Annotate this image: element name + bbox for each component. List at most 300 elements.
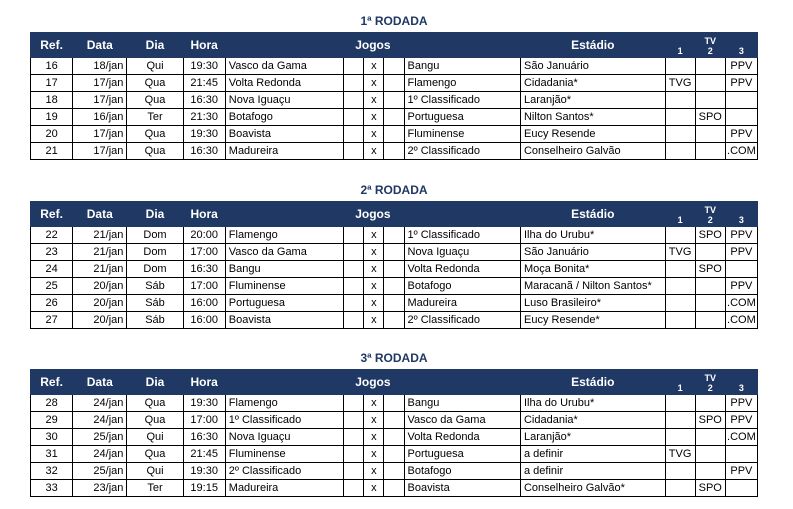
- cell-away: 2º Classificado: [404, 312, 520, 329]
- cell-data: 23/jan: [73, 480, 127, 497]
- header-tv2: [695, 202, 725, 227]
- cell-tv1: [665, 261, 695, 278]
- cell-dia: Qua: [127, 446, 183, 463]
- cell-data: 17/jan: [73, 143, 127, 160]
- header-hora: Hora: [183, 370, 225, 395]
- cell-data: 24/jan: [73, 412, 127, 429]
- cell-hora: 21:45: [183, 446, 225, 463]
- cell-tv3: PPV: [725, 412, 757, 429]
- header-tv1: [665, 202, 695, 227]
- cell-data: 25/jan: [73, 429, 127, 446]
- cell-x: x: [364, 75, 384, 92]
- cell-data: 21/jan: [73, 227, 127, 244]
- cell-estadio: Luso Brasileiro*: [520, 295, 665, 312]
- header-hora: Hora: [183, 202, 225, 227]
- cell-tv1: [665, 126, 695, 143]
- cell-dia: Qua: [127, 92, 183, 109]
- cell-dia: Dom: [127, 227, 183, 244]
- cell-home: Botafogo: [225, 109, 343, 126]
- header-ref: Ref.: [31, 202, 73, 227]
- cell-tv2: [695, 295, 725, 312]
- cell-home: Boavista: [225, 312, 343, 329]
- cell-data: 20/jan: [73, 312, 127, 329]
- header-estadio: Estádio: [520, 33, 665, 58]
- cell-blank: [344, 261, 364, 278]
- header-tv-number: 1: [677, 383, 683, 393]
- cell-blank: [344, 446, 364, 463]
- cell-home: Volta Redonda: [225, 75, 343, 92]
- cell-home: Vasco da Gama: [225, 58, 343, 75]
- cell-blank: [384, 312, 404, 329]
- cell-away: Fluminense: [404, 126, 520, 143]
- header-ref: Ref.: [31, 33, 73, 58]
- cell-blank: [384, 261, 404, 278]
- cell-home: Vasco da Gama: [225, 244, 343, 261]
- header-tv-number: 3: [738, 383, 744, 393]
- cell-tv3: [725, 261, 757, 278]
- cell-data: 20/jan: [73, 295, 127, 312]
- cell-tv1: [665, 58, 695, 75]
- header-row: [31, 33, 758, 58]
- cell-tv2: [695, 75, 725, 92]
- cell-blank: [384, 463, 404, 480]
- cell-blank: [384, 75, 404, 92]
- header-jogos: Jogos: [225, 33, 520, 58]
- cell-tv3: PPV: [725, 75, 757, 92]
- cell-data: 24/jan: [73, 395, 127, 412]
- cell-hora: 19:30: [183, 58, 225, 75]
- cell-dia: Ter: [127, 109, 183, 126]
- header-tv-number: 1: [677, 46, 683, 56]
- cell-hora: 16:30: [183, 429, 225, 446]
- table-row: [31, 463, 758, 480]
- cell-blank: [384, 446, 404, 463]
- header-data: Data: [73, 202, 127, 227]
- cell-x: x: [364, 92, 384, 109]
- cell-dia: Qua: [127, 395, 183, 412]
- cell-ref: 32: [31, 463, 73, 480]
- cell-data: 24/jan: [73, 446, 127, 463]
- table-row: [31, 446, 758, 463]
- cell-blank: [344, 480, 364, 497]
- cell-blank: [344, 463, 364, 480]
- round-title: 2ª RODADA: [360, 183, 428, 197]
- cell-data: 17/jan: [73, 126, 127, 143]
- cell-dia: Sáb: [127, 312, 183, 329]
- cell-blank: [344, 295, 364, 312]
- cell-x: x: [364, 412, 384, 429]
- cell-home: 1º Classificado: [225, 412, 343, 429]
- cell-data: 18/jan: [73, 58, 127, 75]
- cell-tv3: PPV: [725, 244, 757, 261]
- cell-tv2: [695, 58, 725, 75]
- cell-ref: 23: [31, 244, 73, 261]
- cell-tv3: .COM: [725, 295, 757, 312]
- header-dia: Dia: [127, 33, 183, 58]
- header-tv3: [725, 202, 757, 227]
- cell-estadio: Nilton Santos*: [520, 109, 665, 126]
- cell-away: Nova Iguaçu: [404, 244, 520, 261]
- header-tv2: [695, 370, 725, 395]
- cell-estadio: Ilha do Urubu*: [520, 395, 665, 412]
- cell-x: x: [364, 227, 384, 244]
- cell-dia: Sáb: [127, 278, 183, 295]
- header-tv-number: 1: [677, 215, 683, 225]
- header-tv-label: TV: [704, 36, 716, 46]
- cell-away: Botafogo: [404, 278, 520, 295]
- cell-estadio: Laranjão*: [520, 92, 665, 109]
- cell-tv3: PPV: [725, 126, 757, 143]
- table-row: [31, 109, 758, 126]
- cell-blank: [344, 227, 364, 244]
- cell-tv3: [725, 92, 757, 109]
- cell-dia: Sáb: [127, 295, 183, 312]
- cell-blank: [384, 395, 404, 412]
- cell-blank: [384, 143, 404, 160]
- cell-dia: Qui: [127, 429, 183, 446]
- cell-ref: 25: [31, 278, 73, 295]
- cell-hora: 16:30: [183, 143, 225, 160]
- cell-ref: 21: [31, 143, 73, 160]
- cell-hora: 19:30: [183, 463, 225, 480]
- header-tv-label: [666, 36, 695, 46]
- cell-x: x: [364, 312, 384, 329]
- cell-blank: [344, 143, 364, 160]
- cell-hora: 16:00: [183, 295, 225, 312]
- cell-estadio: Ilha do Urubu*: [520, 227, 665, 244]
- cell-blank: [384, 429, 404, 446]
- cell-tv1: [665, 109, 695, 126]
- header-dia: Dia: [127, 370, 183, 395]
- cell-away: Flamengo: [404, 75, 520, 92]
- cell-ref: 20: [31, 126, 73, 143]
- table-row: [31, 429, 758, 446]
- cell-hora: 16:30: [183, 92, 225, 109]
- cell-estadio: Cidadania*: [520, 75, 665, 92]
- cell-ref: 17: [31, 75, 73, 92]
- cell-tv2: [695, 143, 725, 160]
- cell-ref: 16: [31, 58, 73, 75]
- cell-tv3: [725, 480, 757, 497]
- header-tv-label: TV: [704, 205, 716, 215]
- round-table: [30, 32, 758, 160]
- header-tv1: [665, 370, 695, 395]
- table-row: [31, 395, 758, 412]
- cell-home: Nova Iguaçu: [225, 429, 343, 446]
- cell-home: Flamengo: [225, 227, 343, 244]
- header-tv-number: 3: [738, 215, 744, 225]
- cell-tv1: [665, 143, 695, 160]
- cell-tv3: PPV: [725, 227, 757, 244]
- cell-ref: 29: [31, 412, 73, 429]
- header-data: Data: [73, 370, 127, 395]
- cell-blank: [384, 412, 404, 429]
- cell-blank: [344, 109, 364, 126]
- header-tv-label: [666, 373, 695, 383]
- cell-hora: 17:00: [183, 244, 225, 261]
- cell-home: Flamengo: [225, 395, 343, 412]
- cell-x: x: [364, 58, 384, 75]
- cell-ref: 33: [31, 480, 73, 497]
- cell-estadio: Moça Bonita*: [520, 261, 665, 278]
- cell-away: Botafogo: [404, 463, 520, 480]
- cell-hora: 21:45: [183, 75, 225, 92]
- header-estadio: Estádio: [520, 202, 665, 227]
- cell-hora: 21:30: [183, 109, 225, 126]
- cell-dia: Qua: [127, 126, 183, 143]
- cell-hora: 16:30: [183, 261, 225, 278]
- cell-away: Volta Redonda: [404, 261, 520, 278]
- table-row: [31, 75, 758, 92]
- cell-data: 17/jan: [73, 75, 127, 92]
- cell-x: x: [364, 126, 384, 143]
- cell-tv2: SPO: [695, 227, 725, 244]
- cell-estadio: São Januário: [520, 244, 665, 261]
- cell-home: Fluminense: [225, 446, 343, 463]
- cell-tv2: SPO: [695, 261, 725, 278]
- cell-away: Bangu: [404, 395, 520, 412]
- table-row: [31, 295, 758, 312]
- cell-tv2: SPO: [695, 480, 725, 497]
- cell-x: x: [364, 480, 384, 497]
- header-tv-number: 2: [707, 46, 713, 56]
- header-estadio: Estádio: [520, 370, 665, 395]
- table-row: [31, 143, 758, 160]
- cell-estadio: Conselheiro Galvão: [520, 143, 665, 160]
- cell-tv1: [665, 429, 695, 446]
- cell-tv2: [695, 278, 725, 295]
- table-row: [31, 92, 758, 109]
- cell-blank: [344, 312, 364, 329]
- cell-tv2: [695, 244, 725, 261]
- cell-dia: Dom: [127, 244, 183, 261]
- cell-data: 17/jan: [73, 92, 127, 109]
- header-tv3: [725, 33, 757, 58]
- cell-away: Vasco da Gama: [404, 412, 520, 429]
- table-row: [31, 244, 758, 261]
- cell-x: x: [364, 278, 384, 295]
- cell-tv2: SPO: [695, 412, 725, 429]
- cell-dia: Qua: [127, 75, 183, 92]
- cell-away: Bangu: [404, 58, 520, 75]
- cell-estadio: São Januário: [520, 58, 665, 75]
- cell-dia: Qui: [127, 58, 183, 75]
- cell-ref: 28: [31, 395, 73, 412]
- cell-tv2: [695, 92, 725, 109]
- cell-tv2: [695, 126, 725, 143]
- cell-blank: [384, 126, 404, 143]
- cell-tv3: .COM: [725, 312, 757, 329]
- header-tv-label: [726, 205, 757, 215]
- cell-x: x: [364, 395, 384, 412]
- cell-home: Madureira: [225, 143, 343, 160]
- cell-tv2: [695, 463, 725, 480]
- cell-x: x: [364, 446, 384, 463]
- header-jogos: Jogos: [225, 370, 520, 395]
- cell-estadio: Laranjão*: [520, 429, 665, 446]
- cell-away: 1º Classificado: [404, 227, 520, 244]
- cell-ref: 22: [31, 227, 73, 244]
- cell-blank: [384, 278, 404, 295]
- cell-tv1: [665, 227, 695, 244]
- cell-tv3: [725, 446, 757, 463]
- cell-ref: 24: [31, 261, 73, 278]
- cell-away: 1º Classificado: [404, 92, 520, 109]
- cell-tv1: [665, 480, 695, 497]
- header-jogos: Jogos: [225, 202, 520, 227]
- cell-blank: [384, 109, 404, 126]
- cell-tv1: [665, 92, 695, 109]
- cell-x: x: [364, 429, 384, 446]
- cell-tv3: PPV: [725, 463, 757, 480]
- header-tv1: [665, 33, 695, 58]
- cell-estadio: Conselheiro Galvão*: [520, 480, 665, 497]
- cell-away: Volta Redonda: [404, 429, 520, 446]
- cell-tv3: PPV: [725, 395, 757, 412]
- cell-estadio: Eucy Resende: [520, 126, 665, 143]
- cell-home: 2º Classificado: [225, 463, 343, 480]
- cell-tv3: .COM: [725, 143, 757, 160]
- cell-tv2: [695, 395, 725, 412]
- cell-tv3: PPV: [725, 58, 757, 75]
- cell-home: Boavista: [225, 126, 343, 143]
- cell-data: 20/jan: [73, 278, 127, 295]
- cell-blank: [344, 75, 364, 92]
- cell-ref: 27: [31, 312, 73, 329]
- cell-tv3: PPV: [725, 278, 757, 295]
- cell-estadio: a definir: [520, 463, 665, 480]
- cell-estadio: Cidadania*: [520, 412, 665, 429]
- header-tv2: [695, 33, 725, 58]
- cell-home: Nova Iguaçu: [225, 92, 343, 109]
- cell-blank: [344, 126, 364, 143]
- round-table: [30, 369, 758, 497]
- header-tv-label: TV: [704, 373, 716, 383]
- cell-dia: Dom: [127, 261, 183, 278]
- table-row: [31, 412, 758, 429]
- cell-blank: [344, 412, 364, 429]
- cell-blank: [344, 244, 364, 261]
- table-row: [31, 278, 758, 295]
- cell-tv1: TVG: [665, 244, 695, 261]
- cell-blank: [344, 429, 364, 446]
- cell-away: Boavista: [404, 480, 520, 497]
- cell-away: Portuguesa: [404, 109, 520, 126]
- cell-away: 2º Classificado: [404, 143, 520, 160]
- cell-tv2: [695, 312, 725, 329]
- header-tv-number: 2: [707, 215, 713, 225]
- cell-x: x: [364, 244, 384, 261]
- cell-hora: 19:15: [183, 480, 225, 497]
- cell-data: 21/jan: [73, 261, 127, 278]
- cell-x: x: [364, 261, 384, 278]
- header-tv3: [725, 370, 757, 395]
- cell-tv1: [665, 295, 695, 312]
- cell-x: x: [364, 295, 384, 312]
- header-row: [31, 202, 758, 227]
- cell-blank: [384, 58, 404, 75]
- header-ref: Ref.: [31, 370, 73, 395]
- cell-tv2: [695, 429, 725, 446]
- cell-ref: 31: [31, 446, 73, 463]
- cell-blank: [344, 58, 364, 75]
- cell-tv1: [665, 463, 695, 480]
- cell-blank: [344, 278, 364, 295]
- cell-data: 16/jan: [73, 109, 127, 126]
- cell-tv1: [665, 312, 695, 329]
- cell-blank: [344, 92, 364, 109]
- cell-dia: Ter: [127, 480, 183, 497]
- cell-home: Bangu: [225, 261, 343, 278]
- cell-home: Portuguesa: [225, 295, 343, 312]
- cell-tv1: [665, 278, 695, 295]
- cell-home: Madureira: [225, 480, 343, 497]
- cell-away: Portuguesa: [404, 446, 520, 463]
- cell-estadio: a definir: [520, 446, 665, 463]
- cell-tv1: TVG: [665, 75, 695, 92]
- table-row: [31, 480, 758, 497]
- cell-dia: Qui: [127, 463, 183, 480]
- table-row: [31, 126, 758, 143]
- round-title: 3ª RODADA: [360, 351, 428, 365]
- cell-ref: 26: [31, 295, 73, 312]
- cell-x: x: [364, 109, 384, 126]
- cell-x: x: [364, 463, 384, 480]
- cell-estadio: Eucy Resende*: [520, 312, 665, 329]
- cell-ref: 30: [31, 429, 73, 446]
- cell-blank: [344, 395, 364, 412]
- cell-hora: 19:30: [183, 126, 225, 143]
- cell-hora: 20:00: [183, 227, 225, 244]
- cell-home: Fluminense: [225, 278, 343, 295]
- cell-tv2: [695, 446, 725, 463]
- round-title: 1ª RODADA: [360, 14, 428, 28]
- header-row: [31, 370, 758, 395]
- cell-away: Madureira: [404, 295, 520, 312]
- cell-dia: Qua: [127, 143, 183, 160]
- header-tv-number: 2: [707, 383, 713, 393]
- cell-hora: 17:00: [183, 278, 225, 295]
- cell-dia: Qua: [127, 412, 183, 429]
- cell-blank: [384, 227, 404, 244]
- cell-data: 21/jan: [73, 244, 127, 261]
- header-tv-label: [726, 36, 757, 46]
- header-tv-number: 3: [738, 46, 744, 56]
- cell-hora: 17:00: [183, 412, 225, 429]
- cell-tv1: [665, 412, 695, 429]
- cell-tv1: [665, 395, 695, 412]
- table-row: [31, 261, 758, 278]
- header-data: Data: [73, 33, 127, 58]
- table-row: [31, 312, 758, 329]
- header-tv-label: [726, 373, 757, 383]
- cell-blank: [384, 480, 404, 497]
- header-hora: Hora: [183, 33, 225, 58]
- header-tv-label: [666, 205, 695, 215]
- cell-hora: 19:30: [183, 395, 225, 412]
- cell-ref: 19: [31, 109, 73, 126]
- cell-x: x: [364, 143, 384, 160]
- cell-tv1: TVG: [665, 446, 695, 463]
- cell-blank: [384, 244, 404, 261]
- cell-hora: 16:00: [183, 312, 225, 329]
- cell-estadio: Maracanã / Nilton Santos*: [520, 278, 665, 295]
- cell-blank: [384, 295, 404, 312]
- cell-ref: 18: [31, 92, 73, 109]
- cell-tv2: SPO: [695, 109, 725, 126]
- cell-blank: [384, 92, 404, 109]
- table-row: [31, 227, 758, 244]
